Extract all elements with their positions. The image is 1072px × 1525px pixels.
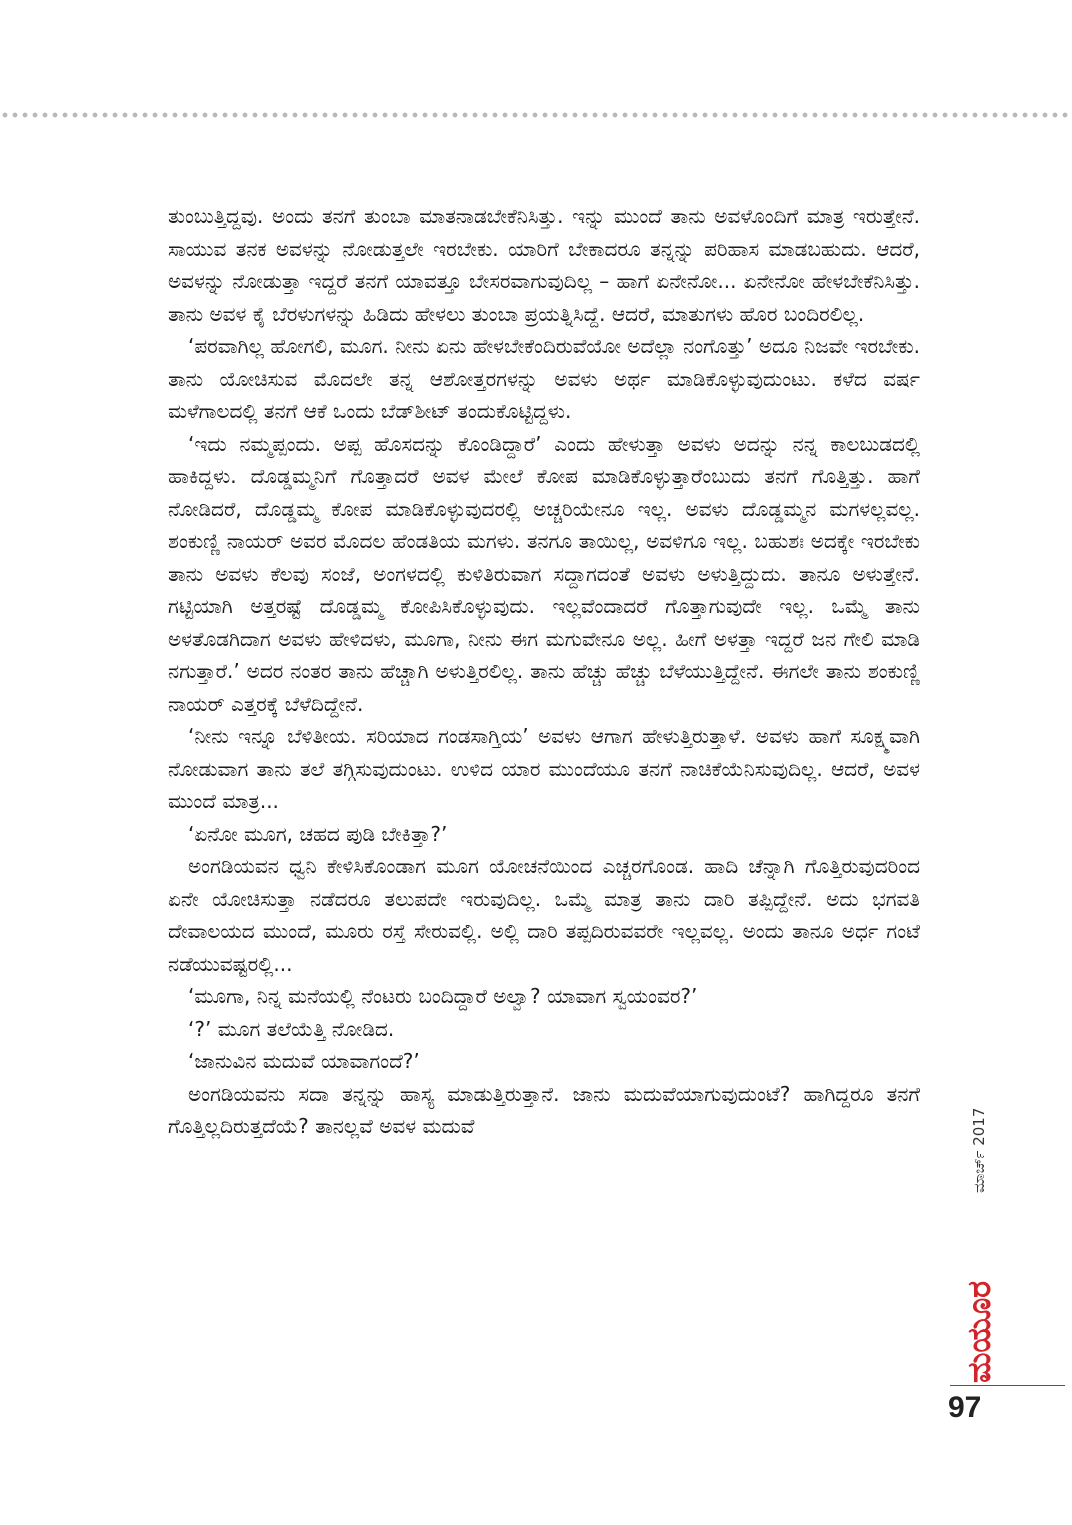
article-paragraph: ಅಂಗಡಿಯವನ ಧ್ವನಿ ಕೇಳಿಸಿಕೊಂಡಾಗ ಮೂಗ ಯೋಚನೆಯಿಂದ ಎಚ್ಚರಗೊಂಡ. ಹಾದಿ ಚೆನ್ನಾಗಿ ಗೊತ್ತಿರುವುದರಿಂದ ಏನೇ ಯೋಚಿಸುತ್ತಾ ನಡೆದರೂ ತಲುಪದೇ ಇರುವುದಿಲ್ಲ. ಒಮ್ಮೆ ಮಾತ್ರ ತಾನು ದಾರಿ ತಪ್ಪಿದ್ದೇನೆ. ಅದು ಭಗವತಿ ದೇವಾಲಯದ ಮುಂದೆ, ಮೂರು ರಸ್ತೆ ಸೇರುವಲ್ಲಿ. ಅಲ್ಲಿ ದಾರಿ ತಪ್ಪದಿರುವವರೇ ಇಲ್ಲವಲ್ಲ. ಅಂದು ತಾನೂ ಅರ್ಧ ಗಂಟೆ ನಡೆಯುವಷ್ಟರಲ್ಲಿ...: [168, 854, 920, 976]
article-paragraph: ಅಂಗಡಿಯವನು ಸದಾ ತನ್ನನ್ನು ಹಾಸ್ಯ ಮಾಡುತ್ತಿರುತ್ತಾನೆ. ಜಾನು ಮದುವೆಯಾಗುವುದುಂಟೆ? ಹಾಗಿದ್ದರೂ ತನಗೆ ಗೊತ್ತಿಲ್ಲದಿರುತ್ತದೆಯೆ? ತಾನಲ್ಲವೆ ಅವಳ ಮದುವೆ: [168, 1081, 920, 1138]
article-paragraph: ‘ಪರವಾಗಿಲ್ಲ ಹೋಗಲಿ, ಮೂಗ. ನೀನು ಏನು ಹೇಳಬೇಕೆಂದಿರುವೆಯೋ ಅದೆಲ್ಲಾ ನಂಗೊತ್ತು’ ಅದೂ ನಿಜವೇ ಇರಬೇಕು. ತಾನು ಯೋಚಿಸುವ ಮೊದಲೇ ತನ್ನ ಆಶೋತ್ತರಗಳನ್ನು ಅವಳು ಅರ್ಥ ಮಾಡಿಕೊಳ್ಳುವುದುಂಟು. ಕಳೆದ ವರ್ಷ ಮಳೆಗಾಲದಲ್ಲಿ ತನಗೆ ಆಕೆ ಒಂದು ಬೆಡ್‌ಶೀಟ್ ತಂದುಕೊಟ್ಟಿದ್ದಳು.: [168, 334, 920, 423]
top-dotted-divider: [0, 112, 1072, 118]
issue-date: ಮಾರ್ಚ್ 2017: [970, 1107, 988, 1193]
article-paragraph: ‘ನೀನು ಇನ್ನೂ ಬೆಳಿತೀಯ. ಸರಿಯಾದ ಗಂಡಸಾಗ್ತಿಯ’ ಅವಳು ಆಗಾಗ ಹೇಳುತ್ತಿರುತ್ತಾಳೆ. ಅವಳು ಹಾಗೆ ಸೂಕ್ಷ್ಮವಾಗಿ ನೋಡುವಾಗ ತಾನು ತಲೆ ತಗ್ಗಿಸುವುದುಂಟು. ಉಳಿದ ಯಾರ ಮುಂದೆಯೂ ತನಗೆ ನಾಚಿಕೆಯೆನಿಸುವುದಿಲ್ಲ. ಆದರೆ, ಅವಳ ಮುಂದೆ ಮಾತ್ರ...: [168, 724, 920, 813]
article-paragraph: ‘ಜಾನುವಿನ ಮದುವೆ ಯಾವಾಗಂದೆ?’: [188, 1049, 420, 1073]
article-paragraph: ‘ಏನೋ ಮೂಗ, ಚಹದ ಪುಡಿ ಬೇಕಿತ್ತಾ?’: [188, 821, 448, 846]
article-paragraph: ‘?’ ಮೂಗ ತಲೆಯೆತ್ತಿ ನೋಡಿದ.: [188, 1016, 395, 1041]
vertical-masthead: [958, 1098, 998, 1388]
magazine-logo: ಮಯೂರ: [960, 1280, 998, 1383]
page-number: 97: [948, 1391, 982, 1424]
magazine-side-brand: [958, 1098, 998, 1388]
article-body: [168, 200, 920, 1143]
article-paragraph: ‘ಇದು ನಮ್ಮಪ್ಪಂದು. ಅಪ್ಪ ಹೊಸದನ್ನು ಕೊಂಡಿದ್ದಾರೆ’ ಎಂದು ಹೇಳುತ್ತಾ ಅವಳು ಅದನ್ನು ನನ್ನ ಕಾಲಬುಡದಲ್ಲಿ ಹಾಕಿದ್ದಳು. ದೊಡ್ಡಮ್ಮನಿಗೆ ಗೊತ್ತಾದರೆ ಅವಳ ಮೇಲೆ ಕೋಪ ಮಾಡಿಕೊಳ್ಳುತ್ತಾರೆಂಬುದು ತನಗೆ ಗೊತ್ತಿತ್ತು. ಹಾಗೆ ನೋಡಿದರೆ, ದೊಡ್ಡಮ್ಮ ಕೋಪ ಮಾಡಿಕೊಳ್ಳುವುದರಲ್ಲಿ ಅಚ್ಚರಿಯೇನೂ ಇಲ್ಲ. ಅವಳು ದೊಡ್ಡಮ್ಮನ ಮಗಳಲ್ಲವಲ್ಲ. ಶಂಕುಣ್ಣಿ ನಾಯರ್ ಅವರ ಮೊದಲ ಹೆಂಡತಿಯ ಮಗಳು. ತನಗೂ ತಾಯಿಲ್ಲ, ಅವಳಿಗೂ ಇಲ್ಲ. ಬಹುಶಃ ಅದಕ್ಕೇ ಇರಬೇಕು ತಾನು ಅವಳು ಕೆಲವು ಸಂಜೆ, ಅಂಗಳದಲ್ಲಿ ಕುಳಿತಿರುವಾಗ ಸದ್ದಾಗದಂತೆ ಅವಳು ಅಳುತ್ತಿದ್ದುದು. ತಾನೂ ಅಳುತ್ತೇನೆ. ಗಟ್ಟಿಯಾಗಿ ಅತ್ತರಷ್ಟೆ ದೊಡ್ಡಮ್ಮ ಕೋಪಿಸಿಕೊಳ್ಳುವುದು. ಇಲ್ಲವೆಂದಾದರೆ ಗೊತ್ತಾಗುವುದೇ ಇಲ್ಲ. ಒಮ್ಮೆ ತಾನು ಅಳತೊಡಗಿದಾಗ ಅವಳು ಹೇಳಿದಳು, ಮೂಗಾ, ನೀನು ಈಗ ಮಗುವೇನೂ ಅಲ್ಲ. ಹೀಗೆ ಅಳತ್ತಾ ಇದ್ದರೆ ಜನ ಗೇಲಿ ಮಾಡಿ ನಗುತ್ತಾರೆ.’ ಅದರ ನಂತರ ತಾನು ಹೆಚ್ಚಾಗಿ ಅಳುತ್ತಿರಲಿಲ್ಲ. ತಾನು ಹೆಚ್ಚು ಹೆಚ್ಚು ಬೆಳೆಯುತ್ತಿದ್ದೇನೆ. ಈಗಲೇ ತಾನು ಶಂಕುಣ್ಣಿ ನಾಯರ್ ಎತ್ತರಕ್ಕೆ ಬೆಳೆದಿದ್ದೇನೆ.: [168, 431, 920, 716]
page-number-rule: [950, 1385, 1065, 1386]
article-paragraph: ತುಂಬುತ್ತಿದ್ದವು. ಅಂದು ತನಗೆ ತುಂಬಾ ಮಾತನಾಡಬೇಕೆನಿಸಿತ್ತು. ಇನ್ನು ಮುಂದೆ ತಾನು ಅವಳೊಂದಿಗೆ ಮಾತ್ರ ಇರುತ್ತೇನೆ. ಸಾಯುವ ತನಕ ಅವಳನ್ನು ನೋಡುತ್ತಲೇ ಇರಬೇಕು. ಯಾರಿಗೆ ಬೇಕಾದರೂ ತನ್ನನ್ನು ಪರಿಹಾಸ ಮಾಡಬಹುದು. ಆದರೆ, ಅವಳನ್ನು ನೋಡುತ್ತಾ ಇದ್ದರೆ ತನಗೆ ಯಾವತ್ತೂ ಬೇಸರವಾಗುವುದಿಲ್ಲ – ಹಾಗೆ ಏನೇನೋ... ಏನೇನೋ ಹೇಳಬೇಕೆನಿಸಿತ್ತು. ತಾನು ಅವಳ ಕೈ ಬೆರಳುಗಳನ್ನು ಹಿಡಿದು ಹೇಳಲು ತುಂಬಾ ಪ್ರಯತ್ನಿಸಿದ್ದೆ. ಆದರೆ, ಮಾತುಗಳು ಹೊರ ಬಂದಿರಲಿಲ್ಲ.: [168, 204, 920, 326]
article-paragraph: ‘ಮೂಗಾ, ನಿನ್ನ ಮನೆಯಲ್ಲಿ ನೆಂಟರು ಬಂದಿದ್ದಾರೆ ಅಲ್ವಾ? ಯಾವಾಗ ಸ್ವಯಂವರ?’: [188, 984, 698, 1008]
